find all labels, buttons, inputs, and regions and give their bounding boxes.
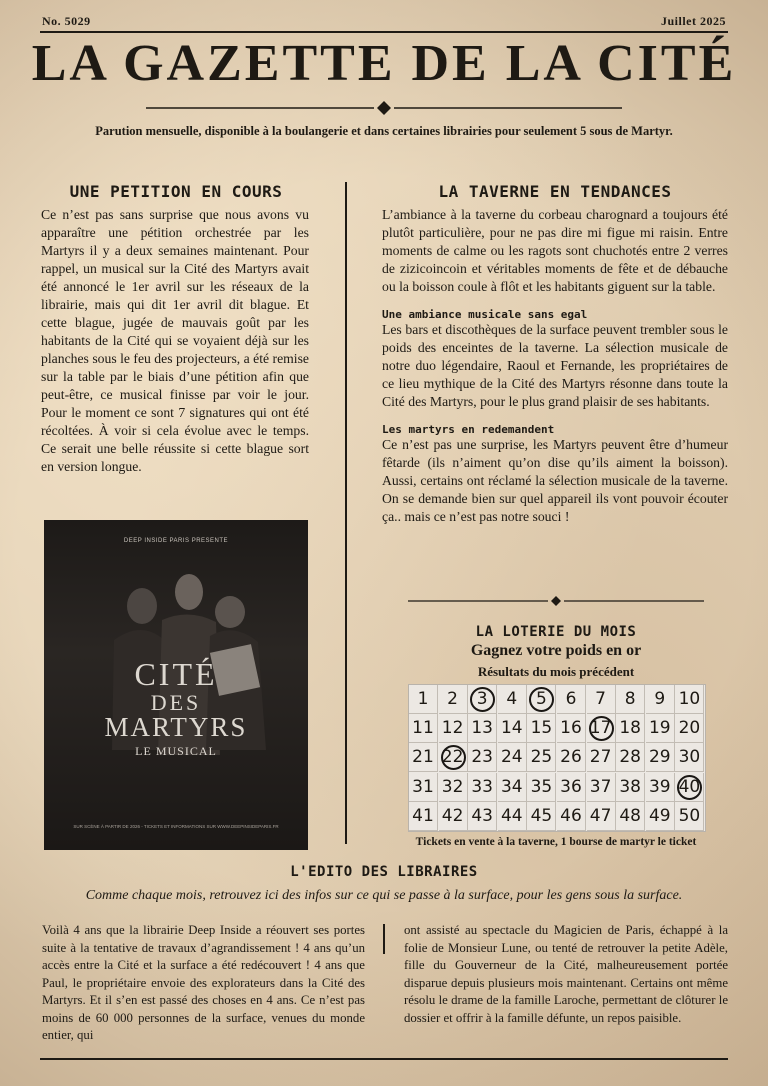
lottery-number-circled: 5 bbox=[527, 685, 556, 714]
musical-poster bbox=[44, 520, 308, 850]
lottery-number: 1 bbox=[409, 685, 438, 714]
lottery-number: 29 bbox=[646, 743, 675, 772]
lottery-number: 45 bbox=[527, 802, 556, 831]
lottery-number: 27 bbox=[587, 743, 616, 772]
lottery-number: 10 bbox=[675, 685, 704, 714]
lottery-number: 30 bbox=[675, 743, 704, 772]
lottery-number: 25 bbox=[527, 743, 556, 772]
edito-subtitle: Comme chaque mois, retrouvez ici des infos sur ce qui se passe à la surface, pour les gens sous la surface. bbox=[85, 888, 683, 903]
lottery-number: 11 bbox=[409, 714, 438, 743]
lottery-number: 23 bbox=[468, 743, 497, 772]
lottery-number: 20 bbox=[675, 714, 704, 743]
poster-title-line3: MARTYRS bbox=[104, 712, 248, 742]
poster-title-line1: CITÉ bbox=[134, 656, 218, 692]
lottery-number: 2 bbox=[439, 685, 468, 714]
lottery-number: 4 bbox=[498, 685, 527, 714]
lottery-number: 13 bbox=[468, 714, 497, 743]
lottery-number-circled: 22 bbox=[439, 743, 468, 772]
loterie-heading: LA LOTERIE DU MOIS bbox=[475, 624, 637, 640]
lottery-number: 8 bbox=[616, 685, 645, 714]
lottery-number: 9 bbox=[646, 685, 675, 714]
lottery-number: 42 bbox=[439, 802, 468, 831]
lottery-number: 32 bbox=[439, 773, 468, 802]
lottery-number: 38 bbox=[616, 773, 645, 802]
lottery-number: 39 bbox=[646, 773, 675, 802]
tagline: Parution mensuelle, disponible à la boulangerie et dans certaines librairies pour seulement 5 sous de Martyr. bbox=[95, 124, 673, 138]
newspaper-title: LA GAZETTE DE LA CITÉ bbox=[31, 35, 737, 92]
lottery-number: 47 bbox=[587, 802, 616, 831]
issue-date: Juillet 2025 bbox=[661, 14, 726, 28]
lottery-number: 37 bbox=[587, 773, 616, 802]
column-divider bbox=[345, 182, 347, 844]
lottery-number: 41 bbox=[409, 802, 438, 831]
lottery-number: 36 bbox=[557, 773, 586, 802]
lottery-number: 35 bbox=[527, 773, 556, 802]
top-rule bbox=[40, 31, 728, 33]
loterie-results-label: Résultats du mois précédent bbox=[477, 664, 635, 679]
bottom-rule bbox=[40, 1058, 728, 1060]
lottery-number: 46 bbox=[557, 802, 586, 831]
taverne-intro: L’ambiance à la taverne du corbeau charognard a toujours été plutôt particulière, pour ne pas dire mi figue mi raisin. Entre moments de calme ou les ragots sont chuchotés entre 2 verres de zizicoincoin et véritables moments de fête et de débauche ou la boisson coule à flôt et les habitants giguent sur la table. bbox=[382, 207, 728, 294]
petition-heading: UNE PETITION EN COURS bbox=[69, 182, 283, 201]
ornament-divider bbox=[146, 100, 622, 116]
petition-article: Ce n’est pas sans surprise que nous avons vu apparaître une pétition orchestrée par les Martyrs il y a deux semaines maintenant. Pour rappel, un musical sur la Cité des Martyrs avait été annoncé le 1er avril sur les réseaux de la librairie, mais qui dit 1er avril dit blague. Et cette blague, jugée de mauvais goût par les habitants de la Cité qui se voyaient déjà sur les planches sous le feu des projecteurs, a été remise sur la table par le biais d’une pétition afin que peut-être, ce musical finisse par voir le jour. Pour le moment ce sont 7 signatures qui ont été récoltées. À voir si cela évolue avec le temps. Ce serait une belle réussite si cette blague sort en version longue. bbox=[41, 207, 309, 474]
issue-number: No. 5029 bbox=[42, 14, 91, 28]
small-ornament-divider bbox=[408, 595, 704, 607]
taverne-subheading-1: Une ambiance musicale sans egal bbox=[382, 308, 588, 321]
lottery-number: 49 bbox=[646, 802, 675, 831]
lottery-number: 48 bbox=[616, 802, 645, 831]
loterie-ticket-note: Tickets en vente à la taverne, 1 bourse de martyr le ticket bbox=[415, 836, 697, 848]
lottery-number: 19 bbox=[646, 714, 675, 743]
lottery-number-circled: 17 bbox=[587, 714, 616, 743]
edito-column-left: Voilà 4 ans que la librairie Deep Inside a réouvert ses portes suite à la tentative de travaux d’agrandissement ! 4 ans qu’un accès entre la Cité et la surface a été redécouvert ! 4 ans que Paul, le propriétaire envoie des explorateurs dans la Cité des Martyrs. Et il s’en est passé des choses en 4 ans. Ce n’est pas moins de 60 000 personnes de la surface, venues du monde entier, qui bbox=[42, 923, 365, 1042]
taverne-paragraph-1: Les bars et discothèques de la surface peuvent trembler sous le poids des enceintes de la taverne. La sélection musicale de notre duo légendaire, Raoul et Fernande, les propriétaires de ce lieu mythique de la Cité des Martyrs résonne dans toute la Cité des Martyrs, pour le plus grand plaisir de ses habitants. bbox=[382, 322, 728, 409]
lottery-number: 21 bbox=[409, 743, 438, 772]
lottery-number: 16 bbox=[557, 714, 586, 743]
edito-column-right: ont assisté au spectacle du Magicien de Paris, échappé à la folie de Monsieur Lune, ou tenté de retrouver la petite Adèle, fille du Gouverneur de la Cité, malheureusement portée disparue depuis plusieurs mois maintenant. Certains ont même résolu le drame de la famille Laroche, permettant de clôturer le dossier et offrir à la famille défunte, un repos paisible. bbox=[404, 923, 728, 1025]
lottery-number: 50 bbox=[675, 802, 704, 831]
lottery-grid bbox=[408, 684, 706, 832]
lottery-number: 14 bbox=[498, 714, 527, 743]
poster-footer: SUR SCÈNE À PARTIR DE 2026 - TICKETS ET INFORMATIONS SUR WWW.DEEPINSIDEPARIS.FR bbox=[73, 824, 279, 829]
lottery-number-circled: 40 bbox=[675, 773, 704, 802]
lottery-number-circled: 3 bbox=[468, 685, 497, 714]
taverne-article bbox=[382, 206, 728, 526]
edito-heading: L'EDITO DES LIBRAIRES bbox=[290, 864, 478, 880]
lottery-number: 26 bbox=[557, 743, 586, 772]
poster-title-line2: DES bbox=[150, 690, 202, 715]
lottery-number: 18 bbox=[616, 714, 645, 743]
lottery-number: 24 bbox=[498, 743, 527, 772]
lottery-number: 15 bbox=[527, 714, 556, 743]
poster-presenter: DEEP INSIDE PARIS PRESENTE bbox=[123, 538, 229, 544]
taverne-subheading-2: Les martyrs en redemandent bbox=[382, 423, 555, 436]
lottery-number: 44 bbox=[498, 802, 527, 831]
lottery-number: 7 bbox=[587, 685, 616, 714]
lottery-number: 31 bbox=[409, 773, 438, 802]
loterie-subtitle: Gagnez votre poids en or bbox=[470, 642, 642, 659]
lottery-number: 33 bbox=[468, 773, 497, 802]
lottery-number: 34 bbox=[498, 773, 527, 802]
edito-column-divider bbox=[383, 924, 385, 954]
lottery-number: 28 bbox=[616, 743, 645, 772]
lottery-number: 6 bbox=[557, 685, 586, 714]
lottery-number: 43 bbox=[468, 802, 497, 831]
taverne-paragraph-2: Ce n’est pas une surprise, les Martyrs peuvent être d’humeur fêtarde (ils n’aiment qu’on dise qu’ils aiment la boisson). Aussi, certains ont réclamé la sélection musicale de la taverne. On se demande bien sur quel appareil ils vont pouvoir écouter ça.. mais ce n’est pas notre souci ! bbox=[382, 437, 728, 524]
poster-subtitle: LE MUSICAL bbox=[135, 744, 217, 758]
lottery-number: 12 bbox=[439, 714, 468, 743]
taverne-heading: LA TAVERNE EN TENDANCES bbox=[438, 182, 672, 201]
